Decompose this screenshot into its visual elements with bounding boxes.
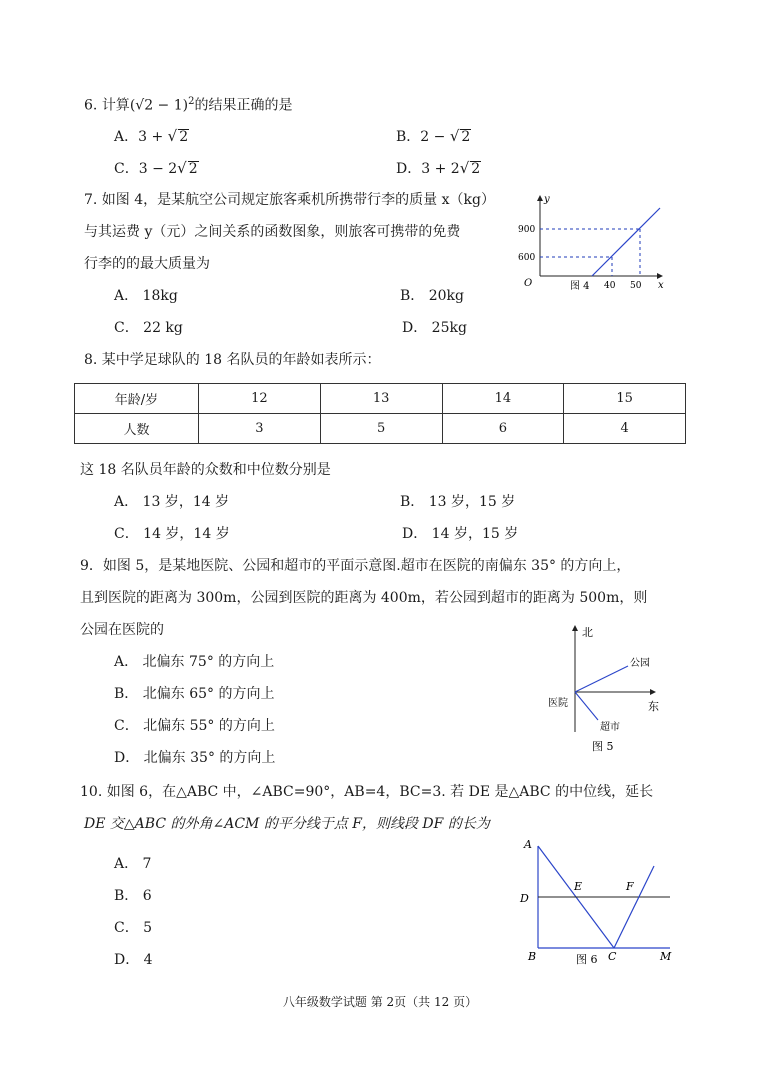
- q10-line-1: 10. 如图 6，在△ABC 中，∠ABC=90°，AB=4，BC=3. 若 DE 是△ABC 的中位线，延长: [80, 784, 654, 800]
- q9-line-2: 且到医院的距离为 300m，公园到医院的距离为 400m，若公园到超市的距离为 500m，则: [80, 590, 648, 606]
- q7-figure: [510, 190, 670, 300]
- q9-hospital-label: 医院: [548, 698, 568, 709]
- q10-caption: 图 6: [576, 953, 598, 966]
- q7-graph-line: [592, 208, 660, 276]
- q9-line-1: 9．如图 5，是某地医院、公园和超市的平面示意图.超市在医院的南偏东 35° 的方向上，: [80, 558, 631, 574]
- q7-ytick-600: 600: [518, 253, 536, 263]
- q8-option-d[interactable]: D． 14 岁，15 岁: [402, 526, 519, 542]
- q8-option-a[interactable]: A． 13 岁，14 岁: [114, 494, 230, 510]
- q8-question: 这 18 名队员年龄的众数和中位数分别是: [80, 462, 331, 478]
- q10-point-c: C: [608, 950, 617, 963]
- q10-line-2: DE 交△ABC 的外角∠ACM 的平分线于点 F，则线段 DF 的长为: [84, 816, 490, 832]
- q9-option-b[interactable]: B． 北偏东 65° 的方向上: [114, 686, 275, 702]
- q6-option-c[interactable]: C．3 − 2√ 2: [114, 159, 198, 177]
- q7-line-1: 7. 如图 4，是某航空公司规定旅客乘机所携带行李的质量 x（kg）: [84, 192, 495, 208]
- q10-point-a: A: [524, 838, 532, 851]
- q8-stem: 8. 某中学足球队的 18 名队员的年龄如表所示：: [84, 352, 381, 368]
- table-cell: 6: [442, 414, 564, 444]
- q10-point-d: D: [520, 892, 529, 905]
- q10-option-b[interactable]: B． 6: [114, 888, 152, 904]
- q9-line-3: 公园在医院的: [80, 622, 164, 638]
- q6-option-a[interactable]: A．3 + √ 2: [114, 127, 189, 145]
- q8-age-table: [74, 383, 686, 444]
- table-header-count: 人数: [75, 414, 199, 444]
- q6-stem-post: 的结果正确的是: [194, 97, 293, 114]
- table-cell: 3: [199, 414, 321, 444]
- q10-point-b: B: [528, 950, 537, 963]
- q6-option-b[interactable]: B．2 − √ 2: [396, 127, 471, 145]
- q9-park-ray: [575, 666, 628, 692]
- page-footer: 八年级数学试题 第 2页（共 12 页）: [282, 995, 478, 1009]
- table-header-age: 年龄/岁: [75, 384, 199, 414]
- table-cell: 12: [199, 384, 321, 414]
- q6-number: 6.: [84, 97, 98, 114]
- table-row: [75, 384, 686, 414]
- q7-line-2: 与其运费 y（元）之间关系的函数图象，则旅客可携带的免费: [84, 224, 461, 240]
- q7-xtick-40: 40: [604, 281, 616, 291]
- q10-bisector-cf: [614, 866, 654, 948]
- q7-option-a[interactable]: A． 18kg: [114, 288, 178, 304]
- table-cell: 13: [320, 384, 442, 414]
- q6-base: (√2 − 1): [129, 97, 189, 114]
- q6-stem: [84, 92, 292, 116]
- q7-option-d[interactable]: D． 25kg: [402, 320, 467, 336]
- q9-market-ray: [575, 692, 598, 720]
- q10-figure: [512, 832, 682, 972]
- q10-option-c[interactable]: C． 5: [114, 920, 153, 936]
- q9-figure: [540, 620, 670, 755]
- table-cell: 5: [320, 414, 442, 444]
- q9-market-label: 超市: [600, 722, 620, 733]
- q7-ytick-900: 900: [518, 225, 536, 235]
- q9-north-label: 北: [582, 626, 593, 639]
- q9-east-label: 东: [648, 700, 659, 713]
- q7-y-label: y: [544, 194, 550, 205]
- q10-point-f: F: [626, 880, 634, 893]
- q10-point-m: M: [660, 950, 672, 963]
- table-cell: 15: [564, 384, 686, 414]
- table-cell: 14: [442, 384, 564, 414]
- q7-option-c[interactable]: C． 22 kg: [114, 320, 183, 336]
- q7-origin: O: [524, 278, 533, 289]
- q7-x-label: x: [658, 280, 664, 291]
- q9-option-d[interactable]: D． 北偏东 35° 的方向上: [114, 750, 276, 766]
- q9-option-a[interactable]: A． 北偏东 75° 的方向上: [114, 654, 275, 670]
- table-row: [75, 414, 686, 444]
- q9-option-c[interactable]: C． 北偏东 55° 的方向上: [114, 718, 275, 734]
- q7-xtick-50: 50: [630, 281, 642, 291]
- q7-line-3: 行李的的最大质量为: [84, 256, 210, 272]
- q10-option-d[interactable]: D． 4: [114, 952, 153, 968]
- q6-stem-pre: 计算: [101, 97, 130, 114]
- q10-option-a[interactable]: A． 7: [114, 856, 152, 872]
- q10-point-e: E: [574, 880, 583, 893]
- q7-option-b[interactable]: B． 20kg: [400, 288, 464, 304]
- q9-park-label: 公园: [630, 658, 650, 669]
- q7-caption: 图 4: [570, 281, 590, 292]
- q6-option-d[interactable]: D．3 + 2√ 2: [396, 159, 481, 177]
- q6-exponent: 2: [188, 96, 195, 107]
- table-cell: 4: [564, 414, 686, 444]
- q8-option-b[interactable]: B． 13 岁，15 岁: [400, 494, 516, 510]
- q9-caption: 图 5: [592, 740, 614, 753]
- q8-option-c[interactable]: C． 14 岁，14 岁: [114, 526, 230, 542]
